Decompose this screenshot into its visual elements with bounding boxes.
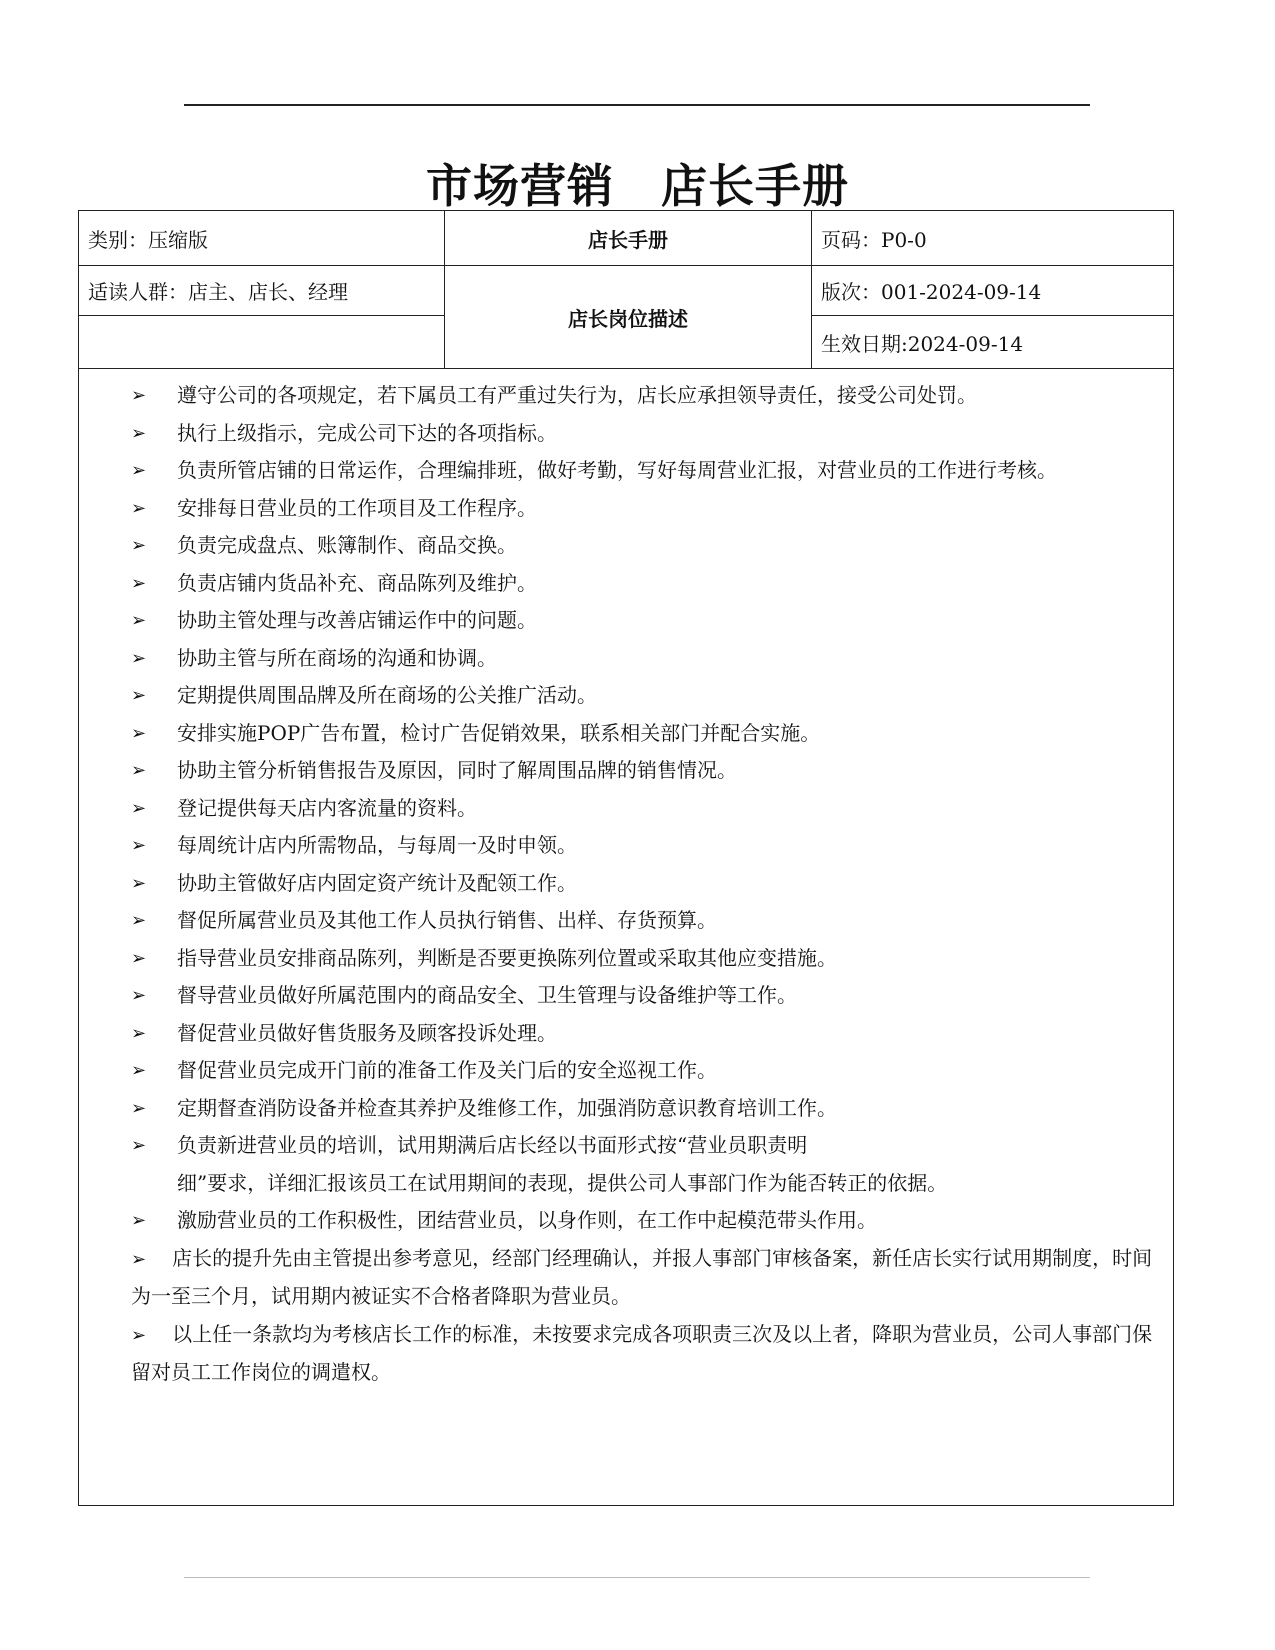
arrow-bullet-icon: ➢ xyxy=(131,835,147,856)
list-item-text: 协助主管与所在商场的沟通和协调。 xyxy=(177,645,497,670)
list-item-text: 督导营业员做好所属范围内的商品安全、卫生管理与设备维护等工作。 xyxy=(177,983,797,1007)
arrow-bullet-icon: ➢ xyxy=(131,722,147,744)
list-item xyxy=(131,752,1163,790)
list-item-text: 协助主管做好店内固定资产统计及配领工作。 xyxy=(177,870,577,895)
arrow-bullet-icon: ➢ xyxy=(131,385,147,406)
list-item xyxy=(131,827,1163,865)
training-line-2: 细”要求，详细汇报该员工在试用期间的表现，提供公司人事部门作为能否转正的依据。 xyxy=(177,1170,948,1195)
list-item xyxy=(131,415,1163,453)
arrow-bullet-icon: ➢ xyxy=(131,1097,147,1119)
arrow-bullet-icon: ➢ xyxy=(131,1135,147,1156)
list-item-text: 指导营业员安排商品陈列，判断是否要更换陈列位置或采取其他应变措施。 xyxy=(177,945,837,970)
list-item-text: 督促营业员完成开门前的准备工作及关门后的安全巡视工作。 xyxy=(177,1058,717,1082)
footer-rule xyxy=(184,1577,1090,1578)
list-item-text: 执行上级指示，完成公司下达的各项指标。 xyxy=(177,420,557,445)
arrow-bullet-icon: ➢ xyxy=(131,872,147,894)
arrow-bullet-icon: ➢ xyxy=(131,985,147,1006)
empty-cell xyxy=(79,316,445,369)
arrow-bullet-icon: ➢ xyxy=(131,685,147,706)
list-item-motivate xyxy=(131,1202,1163,1240)
list-item-text: 负责所管店铺的日常运作，合理编排班，做好考勤，写好每周营业汇报，对营业员的工作进行考核。 xyxy=(177,458,1057,482)
arrow-bullet-icon: ➢ xyxy=(131,760,147,781)
version-cell: 版次：001-2024-09-14 xyxy=(812,266,1174,316)
list-item xyxy=(131,1052,1163,1090)
manual-table xyxy=(78,210,1174,1506)
arrow-bullet-icon: ➢ xyxy=(131,910,147,931)
list-item-training xyxy=(131,1127,1163,1202)
arrow-bullet-icon: ➢ xyxy=(131,797,147,819)
arrow-bullet-icon: ➢ xyxy=(131,1248,147,1270)
arrow-bullet-icon: ➢ xyxy=(131,497,147,519)
list-item-text: 安排每日营业员的工作项目及工作程序。 xyxy=(177,495,537,520)
list-item-text: 定期提供周围品牌及所在商场的公关推广活动。 xyxy=(177,683,597,707)
list-item-text: 遵守公司的各项规定，若下属员工有严重过失行为，店长应承担领导责任，接受公司处罚。 xyxy=(177,383,977,407)
section-title-cell: 店长岗位描述 xyxy=(445,266,812,369)
arrow-bullet-icon: ➢ xyxy=(131,947,147,969)
list-item-text: 负责完成盘点、账簿制作、商品交换。 xyxy=(177,533,517,557)
arrow-bullet-icon: ➢ xyxy=(131,1022,147,1044)
training-line-1: 负责新进营业员的培训，试用期满后店长经以书面形式按“营业员职责明 xyxy=(177,1133,808,1157)
arrow-bullet-icon: ➢ xyxy=(131,535,147,556)
list-item xyxy=(131,1015,1163,1053)
list-item xyxy=(131,940,1163,978)
list-item-text: 负责店铺内货品补充、商品陈列及维护。 xyxy=(177,570,537,595)
arrow-bullet-icon: ➢ xyxy=(131,1060,147,1081)
list-item xyxy=(131,490,1163,528)
category-cell: 类别：压缩版 xyxy=(79,211,445,266)
arrow-bullet-icon: ➢ xyxy=(131,1324,147,1346)
list-item-text: 督促营业员做好售货服务及顾客投诉处理。 xyxy=(177,1020,557,1045)
list-item-text: 定期督查消防设备并检查其养护及维修工作，加强消防意识教育培训工作。 xyxy=(177,1095,837,1120)
arrow-bullet-icon: ➢ xyxy=(131,572,147,594)
list-item xyxy=(131,977,1163,1015)
list-item xyxy=(131,527,1163,565)
document-title: 市场营销 店长手册 xyxy=(426,159,849,213)
list-item-text: 协助主管分析销售报告及原因，同时了解周围品牌的销售情况。 xyxy=(177,758,737,782)
list-item xyxy=(131,677,1163,715)
list-item xyxy=(131,1090,1163,1128)
duty-list xyxy=(79,369,1175,1392)
paragraph-text: 店长的提升先由主管提出参考意见，经部门经理确认，并报人事部门审核备案，新任店长实行试用期制度，时间为一至三个月，试用期内被证实不合格者降职为营业员。 xyxy=(131,1245,1153,1308)
arrow-bullet-icon: ➢ xyxy=(131,1210,147,1231)
list-item-text: 安排实施POP广告布置，检讨广告促销效果，联系相关部门并配合实施。 xyxy=(177,720,821,745)
paragraph-text: 以上任一条款均为考核店长工作的标准，未按要求完成各项职责三次及以上者，降职为营业员，公司人事部门保留对员工工作岗位的调遣权。 xyxy=(131,1321,1153,1384)
list-item-text: 督促所属营业员及其他工作人员执行销售、出样、存货预算。 xyxy=(177,908,717,932)
promotion-paragraph xyxy=(131,1240,1163,1316)
effective-date-cell: 生效日期:2024-09-14 xyxy=(812,316,1174,369)
standard-paragraph xyxy=(131,1316,1163,1392)
list-item xyxy=(131,790,1163,828)
list-item xyxy=(131,902,1163,940)
header-rule xyxy=(184,104,1090,106)
manual-name-cell: 店长手册 xyxy=(445,211,812,266)
list-item xyxy=(131,715,1163,753)
arrow-bullet-icon: ➢ xyxy=(131,610,147,631)
arrow-bullet-icon: ➢ xyxy=(131,422,147,444)
audience-cell: 适读人群：店主、店长、经理 xyxy=(79,266,445,316)
page-number-cell: 页码：P0-0 xyxy=(812,211,1174,266)
list-item-text: 协助主管处理与改善店铺运作中的问题。 xyxy=(177,608,537,632)
list-item xyxy=(131,452,1163,490)
list-item-text: 激励营业员的工作积极性，团结营业员，以身作则，在工作中起模范带头作用。 xyxy=(177,1208,877,1232)
arrow-bullet-icon: ➢ xyxy=(131,647,147,669)
arrow-bullet-icon: ➢ xyxy=(131,460,147,481)
list-item-text: 登记提供每天店内客流量的资料。 xyxy=(177,795,477,820)
list-item-text: 每周统计店内所需物品，与每周一及时申领。 xyxy=(177,833,577,857)
list-item xyxy=(131,565,1163,603)
list-item xyxy=(131,640,1163,678)
list-item xyxy=(131,865,1163,903)
list-item xyxy=(131,377,1163,415)
list-item xyxy=(131,602,1163,640)
